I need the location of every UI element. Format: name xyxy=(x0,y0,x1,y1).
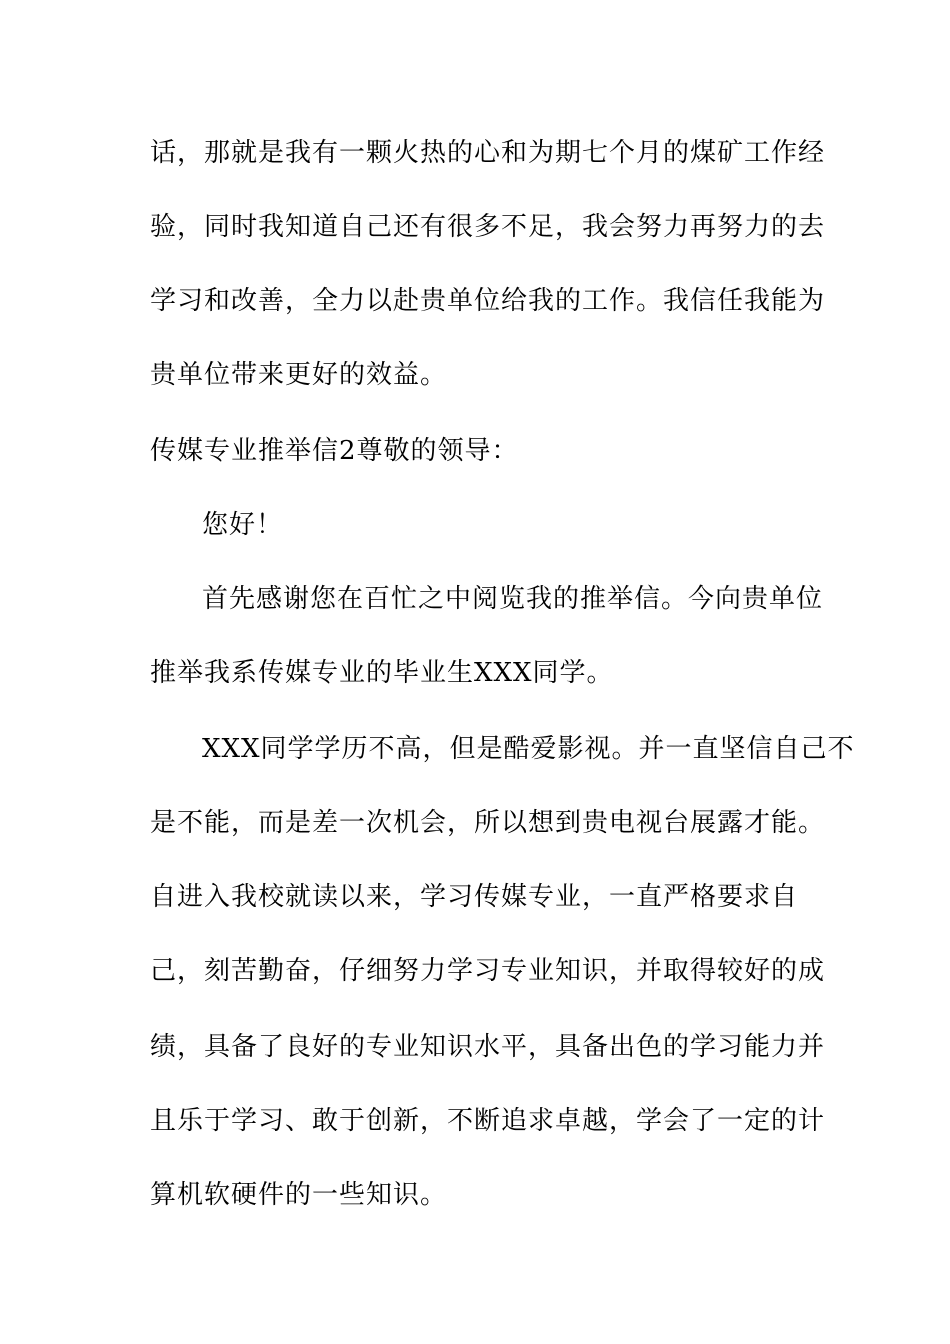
text-line: 话，那就是我有一颗火热的心和为期七个月的煤矿工作经 xyxy=(150,138,826,168)
text-line: 贵单位带来更好的效益。 xyxy=(150,360,448,390)
text-line: 绩，具备了良好的专业知识水平，具备出色的学习能力并 xyxy=(150,1032,826,1062)
text-line: 验，同时我知道自己还有很多不足，我会努力再努力的去 xyxy=(150,212,826,242)
text-line: 自进入我校就读以来，学习传媒专业，一直严格要求自 xyxy=(150,882,799,912)
greeting: 您好！ xyxy=(202,510,284,540)
text-line: 算机软硬件的一些知识。 xyxy=(150,1180,448,1210)
text-line: 首先感谢您在百忙之中阅览我的推举信。今向贵单位 xyxy=(202,584,824,614)
text-line: 学习和改善，全力以赴贵单位给我的工作。我信任我能为 xyxy=(150,286,826,316)
text-line: 是不能，而是差一次机会，所以想到贵电视台展露才能。 xyxy=(150,808,826,838)
text-line: 己，刻苦勤奋，仔细努力学习专业知识，并取得较好的成 xyxy=(150,956,826,986)
text-line: 且乐于学习、敢于创新，不断追求卓越，学会了一定的计 xyxy=(150,1106,826,1136)
text-line: XXX同学学历不高，但是酷爱影视。并一直坚信自己不 xyxy=(202,734,855,764)
text-line: 推举我系传媒专业的毕业生XXX同学。 xyxy=(150,658,614,688)
letter-heading: 传媒专业推举信2尊敬的领导： xyxy=(150,436,519,466)
